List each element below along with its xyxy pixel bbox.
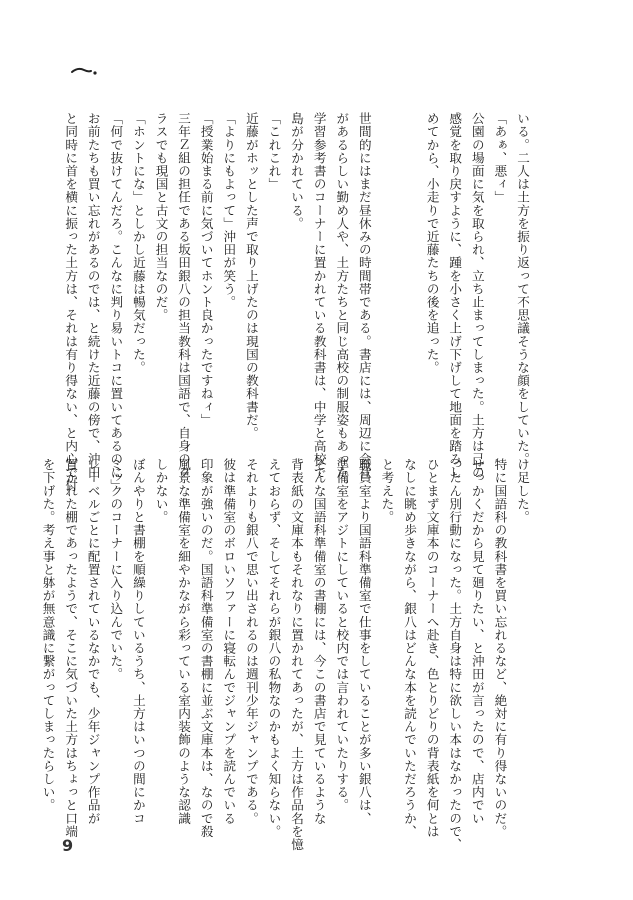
text-line: け足した。 [515,458,530,524]
text-line: ぼんやりと書棚を順繰りしているうち、土方はいつの間にかコ [130,458,146,825]
text-line: 置かれた棚であったようで、そこに気づいた土方はちょっと口端 [63,458,79,838]
text-line: 背表紙の文庫本もそれなりに置かれてあったが、土方は作品名を憶 [289,458,305,851]
text-line: せっかくだから見て廻りたい、と沖田が言ったので、店内でい [469,458,485,825]
text-line: 世間的にはまだ昼休みの時間帯である。書店には、周辺に会社 [356,112,372,479]
text-line: 「よりにもよって」沖田が笑う。 [221,112,237,309]
text-line [397,112,420,437]
text-line: を下げた。考え事と躰が無意識に繋がってしまったらしい。 [40,458,56,812]
text-line: 準備室をアジトにしていると校内では言われていたりする。 [334,458,350,812]
text-line: お前たちも買い忘れがあるのでは、と続けた近藤の傍で、沖田 [85,112,101,479]
text-line: 彼は準備室のボロいソファーに寝転んでジャンプを読んでいる [221,458,237,825]
text-line: めてから、小走りで近藤たちの後を追った。 [424,112,440,374]
text-line: 「ホントにな」としかし近藤は暢気だった。 [130,112,146,374]
text-line: と同時に首を横に振った土方は、それは有り得ない、と内心で付 [63,112,79,492]
text-line: なしに眺め歩きながら、銀八はどんな本を読んでいただろうか、 [402,458,418,838]
text-line: 近藤がホッとした声で取り上げたのは現国の教科書だ。 [243,112,259,440]
text-line: 感覚を取り戻すように、踵を小さく上げ下げして地面を踏みし [447,112,463,479]
text-line: 風景な準備室を細やかながら彩っている室内装飾のような認識 [176,458,192,825]
text-line: 「あぁ、悪ィ」 [492,112,508,204]
text-line: 「授業始まる前に気づいてホント良かったですねィ」 [198,112,214,427]
corner-mark-icon [70,64,100,78]
text-line: ったん別行動になった。土方自身は特に欲しい本はなかったので、 [447,458,463,851]
text-line: そんな国語科準備室の書棚には、今この書店で見ているような [311,458,327,825]
text-line: 三年Ｚ組の担任である坂田銀八の担当教科は国語で、自身のク [176,112,192,479]
text-line: レーベルごとに配置されているなかでも、少年ジャンプ作品が [85,458,101,825]
text-line: ミックのコーナーに入り込んでいた。 [108,458,124,681]
text-line [375,112,398,437]
text-line: ひとまず文庫本のコーナーへ赴き、色とりどりの背表紙を何とは [424,458,440,838]
text-line: 職員室より国語科準備室で仕事をしていることが多い銀八は、 [356,458,372,825]
text-block-bottom [40,458,533,851]
text-line: 「何で抜けてんだろ。こんなに判り易いトコに置いてあるのに」 [108,112,124,492]
text-line: しかない。 [153,458,169,524]
text-line: いる。二人は土方を振り返って不思議そうな顔をしていた。 [515,112,530,466]
text-line: 「これこれ」 [266,112,282,191]
page-number: 9 [62,836,74,855]
text-line: 特に国語科の教科書を買い忘れるなど、絶対に有り得ないのだ。 [492,458,508,838]
text-line: があるらしい勤め人や、土方たちと同じ高校の制服姿もあった。 [334,112,350,492]
text-line: それよりも銀八で思い出されるのは週刊少年ジャンプである。 [243,458,259,825]
text-line: 島が分かれている。 [289,112,305,230]
text-line: 学習参考書のコーナーに置かれている教科書は、中学と高校で [311,112,327,479]
text-line: 公園の場面に気を取られ、立ち止まってしまった。土方は己の [469,112,485,479]
text-line: と考えた。 [379,458,395,524]
text-line: 印象が強いのだ。国語科準備室の書棚に並ぶ文庫本は、なので殺 [198,458,214,838]
text-line: ラスでも現国と古文の担当なのだ。 [153,112,169,322]
text-line: えておらず、そしてそれらが銀八の私物なのかもよく知らない。 [266,458,282,838]
